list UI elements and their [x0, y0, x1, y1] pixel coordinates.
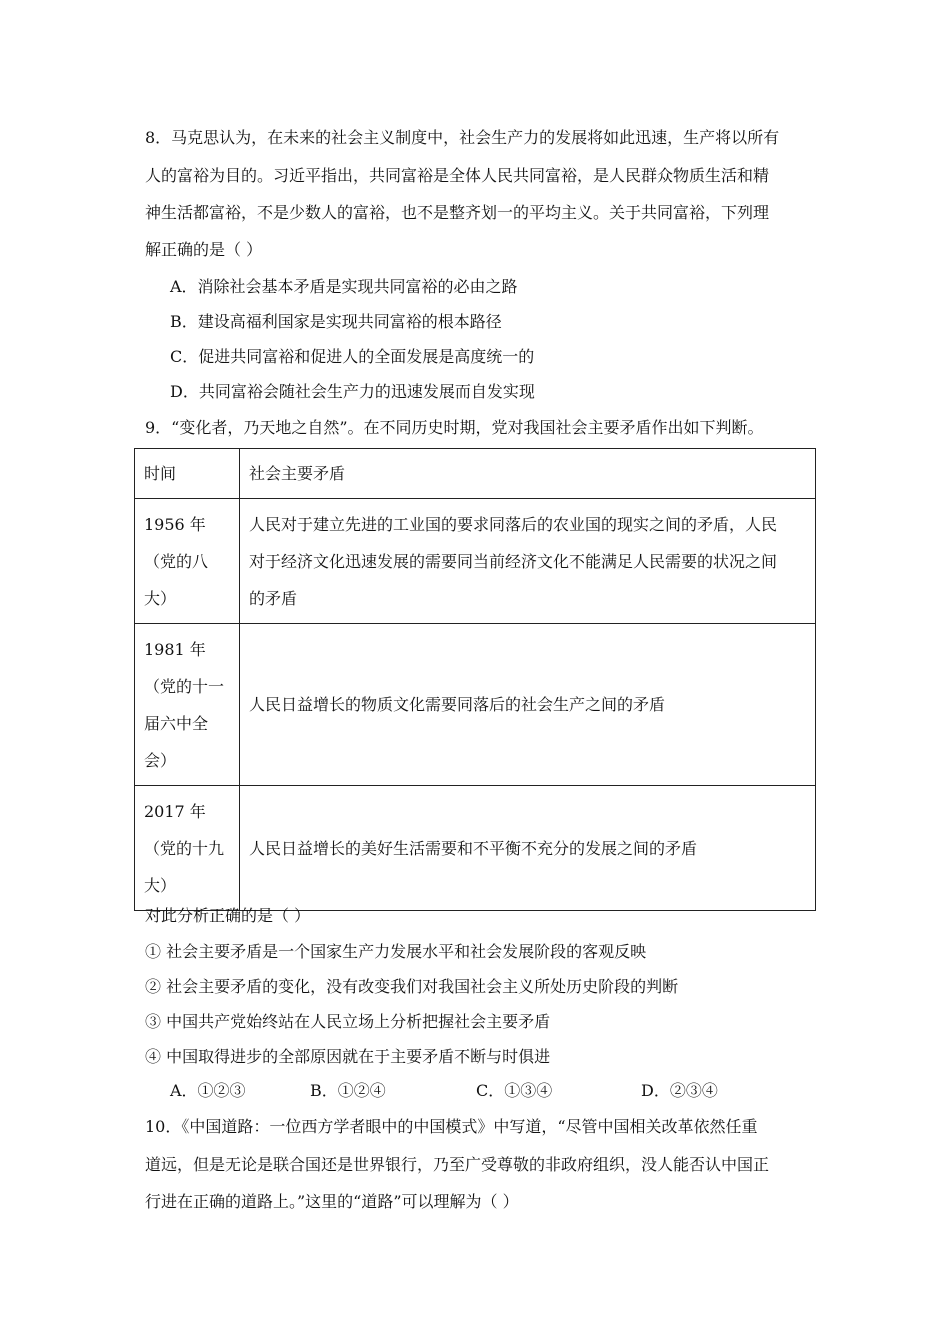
table-row	[135, 624, 816, 786]
table-cell-contradiction: 人民日益增长的美好生活需要和不平衡不充分的发展之间的矛盾	[240, 786, 816, 911]
table-cell-contradiction: 人民对于建立先进的工业国的要求同落后的农业国的现实之间的矛盾，人民 对于经济文化迅速发展的需要同当前经济文化不能满足人民需要的状况之间 的矛盾	[240, 499, 816, 624]
q8-stem-line-2: 人的富裕为目的。习近平指出，共同富裕是全体人民共同富裕，是人民群众物质生活和精	[145, 166, 770, 185]
q10-stem-line-2: 道远，但是无论是联合国还是世界银行，乃至广受尊敬的非政府组织，没人能否认中国正	[145, 1155, 770, 1174]
q8-option-b: B．建设高福利国家是实现共同富裕的根本路径	[170, 312, 502, 331]
table-cell-contradiction: 人民日益增长的物质文化需要同落后的社会生产之间的矛盾	[240, 624, 816, 786]
table-cell-time: 1981 年 （党的十一 届六中全 会）	[135, 624, 240, 786]
q9-option-d: D．②③④	[641, 1081, 718, 1100]
q9-option-b: B．①②④	[310, 1081, 386, 1100]
q8-option-a: A．消除社会基本矛盾是实现共同富裕的必由之路	[170, 277, 518, 296]
q9-prompt: 对此分析正确的是（ ）	[145, 906, 311, 925]
table-header-contradiction: 社会主要矛盾	[240, 449, 816, 499]
table-header-row	[135, 449, 816, 499]
q9-option-c: C．①③④	[476, 1081, 553, 1100]
contradictions-table	[134, 448, 816, 911]
q8-stem-line-1: 8．马克思认为，在未来的社会主义制度中，社会生产力的发展将如此迅速，生产将以所有	[145, 128, 780, 147]
q9-option-a: A．①②③	[170, 1081, 246, 1100]
q8-stem-line-3: 神生活都富裕，不是少数人的富裕，也不是整齐划一的平均主义。关于共同富裕，下列理	[145, 203, 770, 222]
q8-stem-line-4: 解正确的是（ ）	[145, 240, 263, 259]
table-row	[135, 786, 816, 911]
q9-statement-3: ③ 中国共产党始终站在人民立场上分析把握社会主要矛盾	[145, 1012, 551, 1031]
q9-statement-2: ② 社会主要矛盾的变化，没有改变我们对我国社会主义所处历史阶段的判断	[145, 977, 679, 996]
q9-statement-4: ④ 中国取得进步的全部原因就在于主要矛盾不断与时俱进	[145, 1047, 551, 1066]
table-cell-time: 2017 年 （党的十九 大）	[135, 786, 240, 911]
q8-option-d: D．共同富裕会随社会生产力的迅速发展而自发实现	[170, 382, 535, 401]
table-header-time: 时间	[135, 449, 240, 499]
q10-stem-line-1: 10．《中国道路：一位西方学者眼中的中国模式》中写道，“尽管中国相关改革依然任重	[145, 1117, 758, 1136]
q8-option-c: C．促进共同富裕和促进人的全面发展是高度统一的	[170, 347, 535, 366]
q9-statement-1: ① 社会主要矛盾是一个国家生产力发展水平和社会发展阶段的客观反映	[145, 942, 647, 961]
q10-stem-line-3: 行进在正确的道路上。”这里的“道路”可以理解为（ ）	[145, 1192, 519, 1211]
q9-stem: 9．“变化者，乃天地之自然”。在不同历史时期，党对我国社会主要矛盾作出如下判断。	[145, 418, 764, 437]
table-row	[135, 499, 816, 624]
table-cell-time: 1956 年 （党的八 大）	[135, 499, 240, 624]
